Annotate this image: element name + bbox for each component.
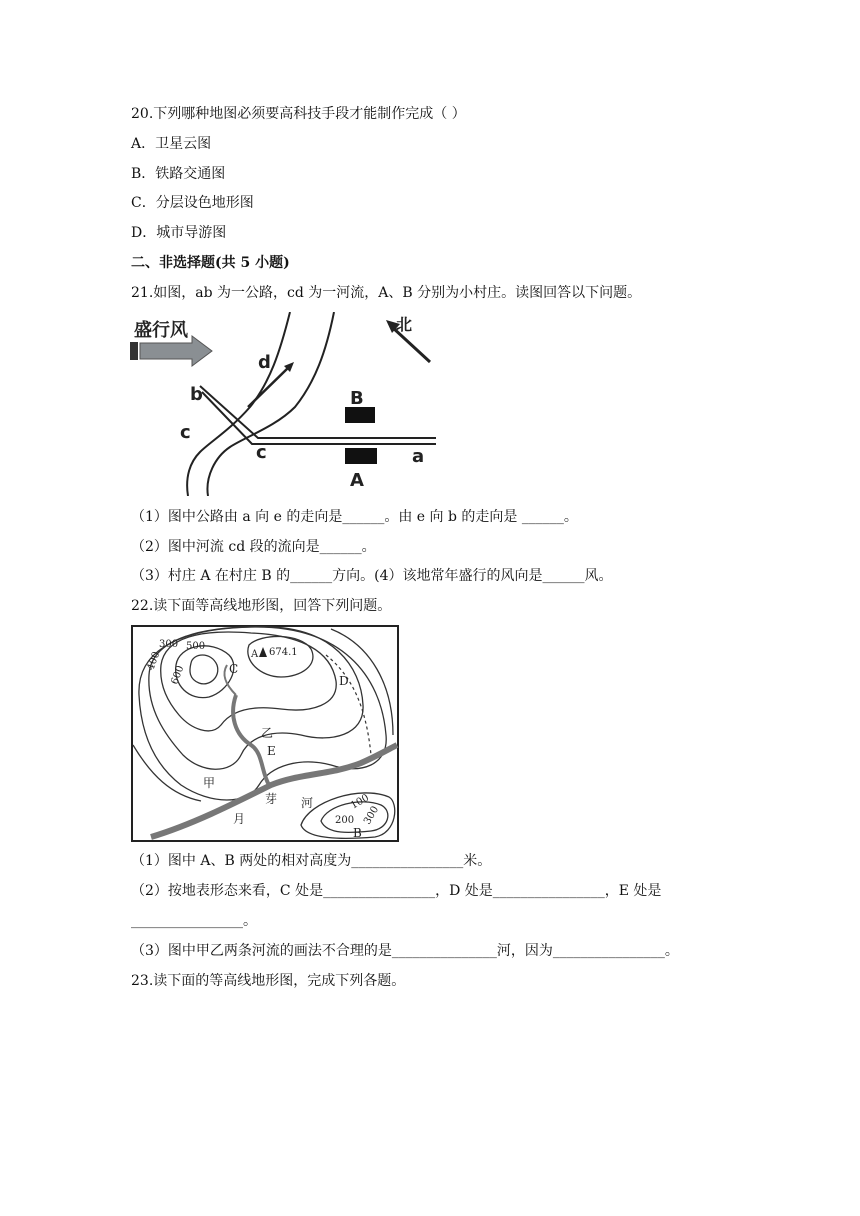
contour-label-600: 600 bbox=[169, 664, 187, 687]
q22-sub3: （3）图中甲乙两条河流的画法不合理的是_______________河，因为________________。 bbox=[131, 943, 679, 959]
village-a-block bbox=[345, 448, 377, 464]
q21-sub2: （2）图中河流 cd 段的流向是______。 bbox=[131, 539, 376, 555]
river-label-ya: 芽 bbox=[265, 792, 278, 806]
q21-sub3: （3）村庄 A 在村庄 B 的______方向。(4）该地常年盛行的风向是______风。 bbox=[131, 568, 613, 584]
q20-option-c: C．分层设色地形图 bbox=[131, 195, 254, 211]
q22-sub1: （1）图中 A、B 两处的相对高度为________________米。 bbox=[131, 853, 492, 869]
river-bank-right bbox=[207, 312, 334, 496]
point-c: C bbox=[229, 662, 239, 676]
river-label-jia: 甲 bbox=[203, 776, 216, 790]
point-b: B bbox=[353, 826, 362, 840]
q20-option-a: A．卫星云图 bbox=[131, 136, 212, 152]
contour-label-200: 200 bbox=[335, 815, 355, 826]
north-label: 北 bbox=[396, 315, 413, 334]
q21-sub1: （1）图中公路由 a 向 e 的走向是______。由 e 向 b 的走向是 ______。 bbox=[131, 509, 578, 525]
q21-figure bbox=[130, 312, 436, 496]
q20-option-d: D．城市导游图 bbox=[131, 225, 227, 241]
label-c-junction: c bbox=[256, 442, 267, 463]
peak-mark-a: A bbox=[251, 649, 259, 660]
contour-label-100: 100 bbox=[349, 792, 372, 812]
contour-label-500: 500 bbox=[186, 641, 206, 652]
q22-sub2-line2: ________________。 bbox=[131, 913, 257, 929]
contour-label-300b: 300 bbox=[362, 804, 382, 827]
wind-label: 盛行风 bbox=[134, 320, 188, 341]
q22-contour-map bbox=[131, 625, 399, 842]
label-a: a bbox=[412, 446, 425, 467]
q20-stem: 20.下列哪种地图必须要高科技手段才能制作完成（ ） bbox=[131, 106, 466, 122]
label-b: b bbox=[190, 384, 203, 405]
point-e: E bbox=[267, 744, 276, 758]
river-label-yi: 乙 bbox=[261, 726, 274, 740]
contour-label-400: 400 bbox=[145, 650, 163, 673]
river-label-yue: 月 bbox=[233, 812, 246, 826]
section-title: 二、非选择题(共 5 小题) bbox=[131, 255, 290, 271]
village-b-block bbox=[345, 407, 375, 423]
q23-stem: 23.读下面的等高线地形图，完成下列各题。 bbox=[131, 973, 406, 989]
peak-elevation: 674.1 bbox=[269, 647, 298, 658]
river-label-he: 河 bbox=[301, 796, 314, 810]
q22-stem: 22.读下面等高线地形图，回答下列问题。 bbox=[131, 598, 392, 614]
contour-label-300: 300 bbox=[159, 639, 179, 650]
point-d: D bbox=[339, 674, 349, 688]
q21-stem: 21.如图，ab 为一公路，cd 为一河流，A、B 分别为小村庄。读图回答以下问题。 bbox=[131, 285, 642, 301]
label-village-a: A bbox=[350, 470, 364, 491]
road-ab bbox=[200, 386, 436, 438]
river-flow-arrow-icon bbox=[248, 362, 294, 407]
label-d: d bbox=[258, 352, 271, 373]
label-c-left: c bbox=[180, 422, 191, 443]
label-village-b: B bbox=[350, 388, 364, 409]
q22-sub2-line1: （2）按地表形态来看，C 处是________________，D 处是________________，E 处是 bbox=[131, 883, 662, 899]
q20-option-b: B．铁路交通图 bbox=[131, 166, 226, 182]
